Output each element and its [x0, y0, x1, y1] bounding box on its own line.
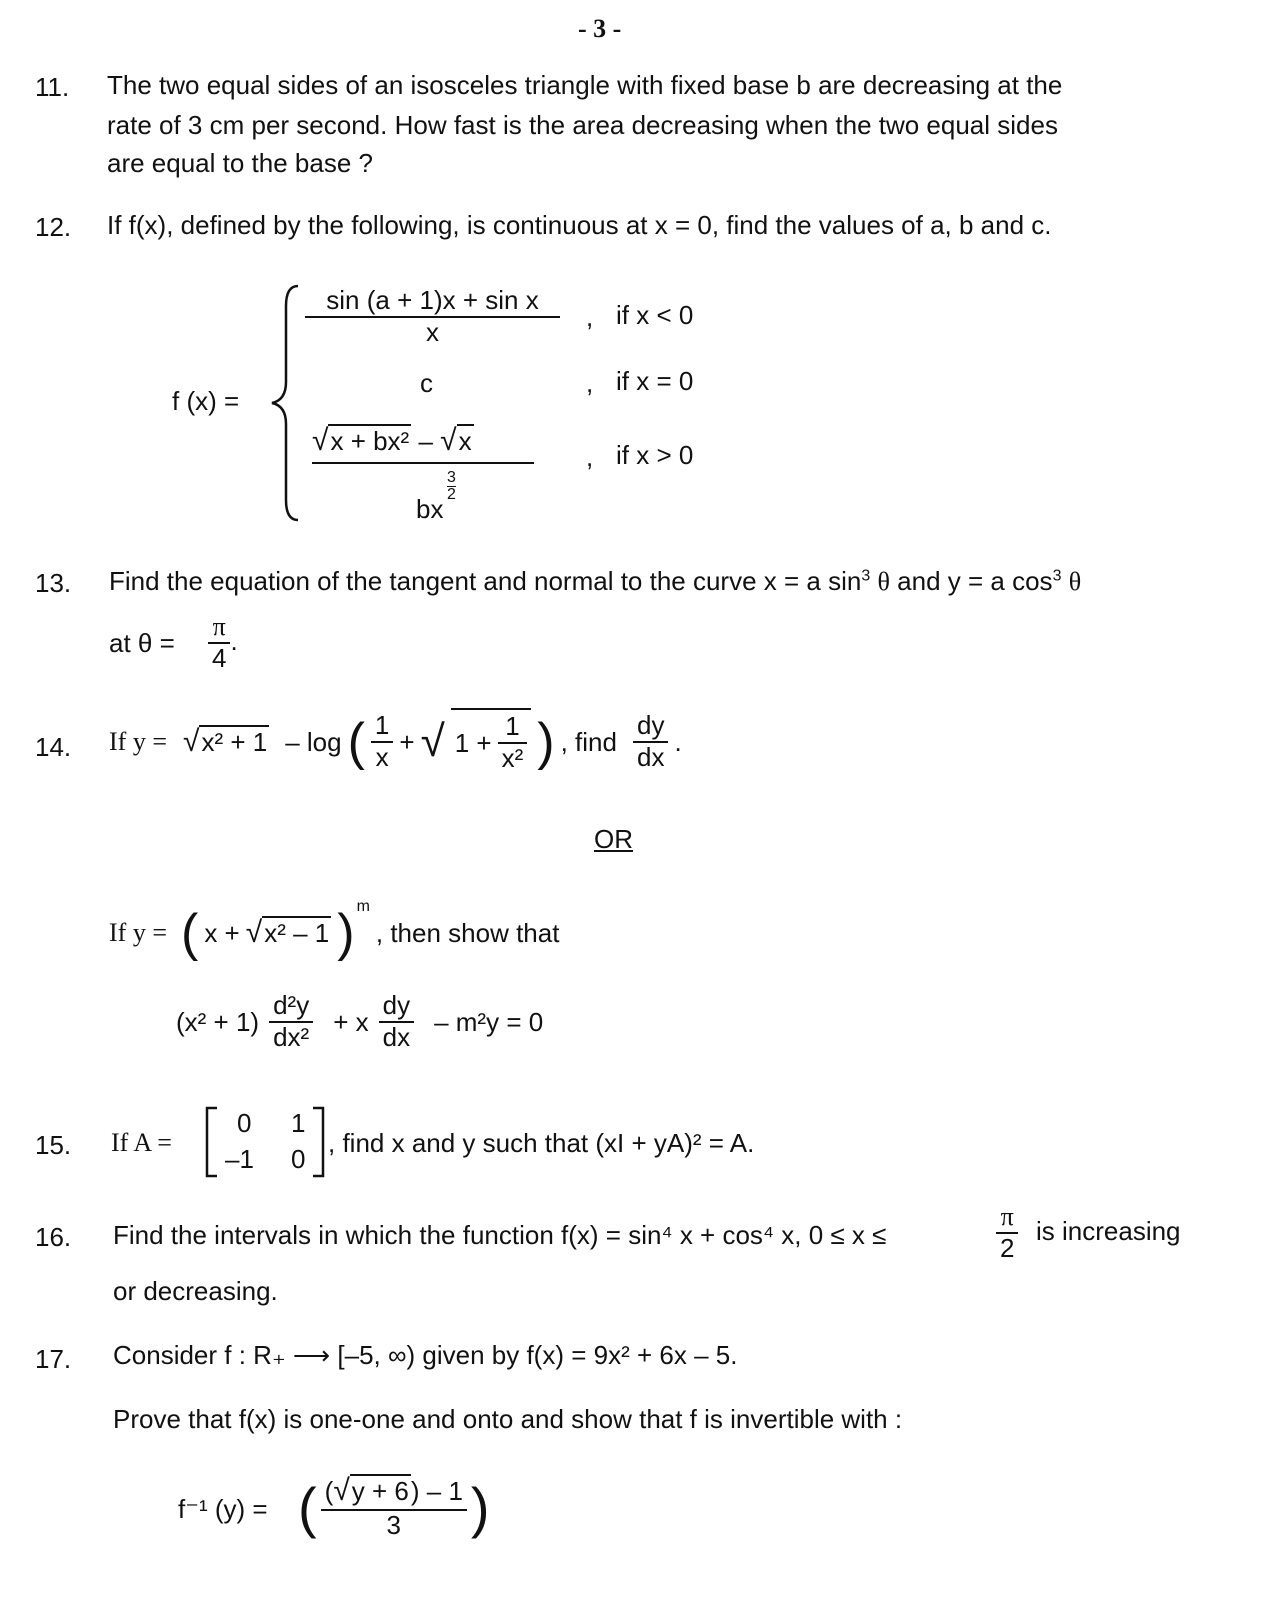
case-3-numerator — [312, 424, 534, 464]
case-2-value: c — [420, 368, 433, 398]
numerator: d²y — [269, 991, 313, 1023]
case-3-condition: if x > 0 — [616, 440, 694, 470]
question-text: Consider f : R₊ ⟶ [–5, ∞) given by f(x) = 9x² + 6x – 5. — [113, 1340, 738, 1370]
question-text: rate of 3 cm per second. How fast is the area decreasing when the two equal sides — [107, 110, 1058, 140]
fraction-exponent — [447, 470, 456, 503]
at-theta: at θ = — [109, 628, 175, 658]
radical-icon: √ — [312, 424, 329, 457]
right-paren-icon: ) — [337, 904, 355, 962]
left-paren-icon: ( — [347, 713, 365, 771]
question-text: or decreasing. — [113, 1276, 278, 1306]
denominator-base: bx — [416, 494, 444, 524]
equation-tail: – m²y = 0 — [434, 1006, 544, 1037]
radical-icon: √ — [182, 725, 200, 758]
denominator: dx — [382, 1022, 411, 1052]
minus-log: – log — [285, 726, 342, 757]
left-brace-icon — [268, 284, 304, 522]
pi-symbol: π — [996, 1202, 1018, 1234]
numerator: 1 — [498, 712, 528, 744]
numerator: 1 — [371, 711, 393, 743]
denominator: 4 — [212, 642, 227, 673]
radicand: x + bx² — [330, 426, 410, 456]
question-number: 15. — [35, 1130, 72, 1160]
text-segment: Find the equation of the tangent and normal to the curve x = a sin — [109, 566, 862, 596]
radical-icon: √ — [333, 1474, 350, 1507]
denominator: x² — [501, 743, 524, 773]
text-segment: and y = a cos — [897, 566, 1053, 596]
denominator: dx² — [273, 1022, 310, 1052]
left-bracket-icon — [203, 1106, 219, 1178]
minus-sign: – — [418, 426, 433, 456]
question-number: 17. — [35, 1344, 72, 1374]
exponent: 3 — [1052, 567, 1062, 585]
radical-icon: √ — [440, 424, 457, 457]
right-paren-icon: ) — [537, 713, 555, 771]
exponent-numerator: 3 — [447, 469, 456, 486]
find-text: , find — [560, 726, 617, 757]
question-text: are equal to the base ? — [107, 148, 373, 178]
case-1-denominator: x — [426, 316, 439, 347]
question-number: 13. — [35, 568, 72, 598]
case-1-condition: if x < 0 — [616, 300, 694, 330]
denominator: x — [375, 742, 389, 772]
case-2-condition: if x = 0 — [616, 366, 694, 396]
radical-icon: √ — [420, 717, 445, 766]
question-text: Prove that f(x) is one-one and onto and show that f is invertible with : — [113, 1404, 903, 1434]
radicand: x — [458, 426, 472, 456]
theta-symbol: θ — [877, 567, 890, 596]
denominator: 3 — [386, 1509, 402, 1540]
radicand: y + 6 — [351, 1476, 409, 1506]
comma: , — [586, 442, 594, 472]
exponent: m — [356, 898, 370, 915]
pi-over-4: $\frac{\pi}{4}$ . — [208, 612, 238, 674]
left-paren-icon: ( — [180, 904, 199, 962]
pi-symbol: π — [208, 612, 230, 644]
case-3-denominator — [416, 494, 443, 525]
if-a-text: If A = — [111, 1128, 172, 1157]
matrix-cell: 0 — [291, 1144, 306, 1174]
plus-x: + x — [333, 1006, 369, 1037]
exponent: 3 — [861, 567, 871, 585]
one-plus: 1 + — [454, 727, 492, 758]
question-text: The two equal sides of an isosceles triangle with fixed base b are decreasing at the — [107, 70, 1063, 100]
plus-sign: + — [399, 726, 415, 757]
question-number: 14. — [35, 732, 72, 762]
numerator: dy — [379, 991, 414, 1023]
right-bracket-icon — [311, 1106, 327, 1178]
radicand: x² – 1 — [264, 918, 330, 948]
if-y-text: If y = — [109, 727, 167, 756]
left-paren-icon: ( — [298, 1475, 317, 1539]
question-number: 12. — [35, 212, 72, 242]
question-expression: If y = √x² + 1 – log ( $\frac{1}{x}$ + √ 1 + $\frac{1}{\text{x²}}$ ) , find $\frac{dy}{dx}$ . — [109, 702, 682, 782]
case-1-numerator: sin (a + 1)x + sin x — [305, 286, 560, 318]
function-lhs: f (x) = — [172, 386, 240, 416]
matrix-cell: 1 — [291, 1108, 306, 1138]
differential-equation — [176, 984, 543, 1060]
question-text: , find x and y such that (xI + yA)² = A. — [328, 1128, 755, 1158]
pi-over-2 — [996, 1202, 1018, 1264]
comma: , — [586, 368, 594, 398]
question-text: Find the intervals in which the function f(x) = sin⁴ x + cos⁴ x, 0 ≤ x ≤ — [113, 1220, 887, 1250]
right-paren-icon: ) — [470, 1475, 490, 1539]
alternative-expression — [109, 898, 559, 968]
denominator: 2 — [1000, 1232, 1015, 1263]
question-number: 11. — [35, 72, 70, 102]
radicand: x² + 1 — [201, 727, 268, 757]
numerator: dy — [633, 711, 668, 743]
then-show-text: , then show that — [375, 917, 560, 948]
theta-symbol: θ — [1068, 567, 1082, 596]
matrix-cell: 0 — [237, 1108, 252, 1138]
denominator: dx — [636, 742, 665, 772]
question-text: If f(x), defined by the following, is continuous at x = 0, find the values of a, b and c. — [107, 210, 1052, 240]
question-number: 16. — [35, 1222, 72, 1252]
or-separator: OR — [594, 824, 633, 854]
x-plus: x + — [204, 917, 240, 948]
radical-icon: √ — [245, 916, 263, 949]
if-y-text: If y = — [109, 918, 167, 947]
matrix-cell: –1 — [225, 1144, 254, 1174]
question-text — [109, 566, 1081, 597]
case-1-expression — [305, 286, 560, 348]
page-number: - 3 - — [578, 14, 622, 43]
finv-rhs: ( $\frac{(√y + 6) - 1}{3}$ ) — [298, 1474, 490, 1540]
exponent-denominator: 2 — [447, 486, 456, 503]
lhs-factor: (x² + 1) — [176, 1006, 260, 1037]
question-text: is increasing — [1036, 1216, 1181, 1246]
comma: , — [586, 302, 594, 332]
matrix-a — [203, 1106, 339, 1178]
numerator-tail: ) – 1 — [410, 1476, 463, 1506]
finv-lhs: f⁻¹ (y) = — [178, 1494, 268, 1524]
